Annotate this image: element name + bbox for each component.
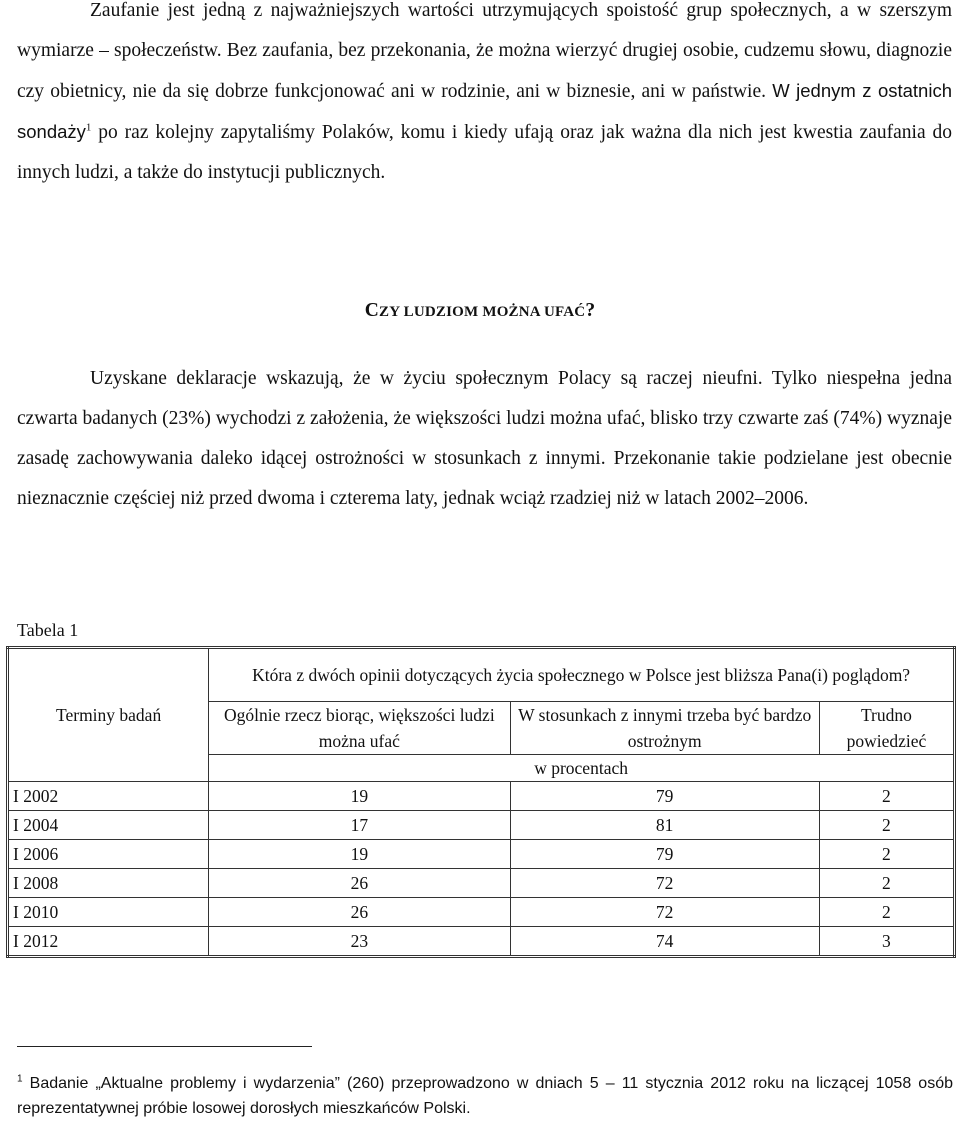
table-caption: Tabela 1 xyxy=(17,620,79,640)
table-row xyxy=(8,898,955,927)
cell-hard-to-say: 2 xyxy=(819,869,954,898)
cell-hard-to-say: 2 xyxy=(819,898,954,927)
cell-trust: 19 xyxy=(209,840,510,869)
column-header-trust: Ogólnie rzecz biorąc, większości ludzi można ufać xyxy=(209,702,510,755)
cell-hard-to-say: 2 xyxy=(819,840,954,869)
table-row xyxy=(8,869,955,898)
intro-paragraph xyxy=(17,0,952,193)
intro-text-1: Zaufanie jest jedną z najważniejszych wartości utrzymujących spoistość grup społecznych, a w szerszym wymiarze – społeczeństw. Bez zaufania, bez przekonania, że można wierzyć drugiej osobie, cudzemu słowu, diagnozie czy obietnicy, nie da się dobrze funkcjonować ani w rodzinie, ani w biznesie, ani w państwie. xyxy=(17,0,952,102)
row-term: I 2010 xyxy=(8,898,209,927)
footnote-reference[interactable]: 1 xyxy=(85,121,92,134)
row-term: I 2012 xyxy=(8,927,209,957)
cell-trust: 26 xyxy=(209,898,510,927)
heading-question-mark: ? xyxy=(585,300,596,321)
row-term: I 2002 xyxy=(8,782,209,811)
table-row xyxy=(8,782,955,811)
cell-trust: 19 xyxy=(209,782,510,811)
row-term: I 2004 xyxy=(8,811,209,840)
body-paragraph: Uzyskane deklaracje wskazują, że w życiu społecznym Polacy są raczej nieufni. Tylko niespełna jedna czwarta badanych (23%) wychodzi z założenia, że większości ludzi można ufać, blisko trzy czwarte zaś (74%) wyznaje zasadę zachowywania daleko idącej ostrożności w stosunkach z innymi. Przekonanie takie podzielane jest obecnie nieznacznie częściej niż przed dwoma i czterema laty, jednak wciąż rzadziej niż w latach 2002–2006. xyxy=(17,368,952,509)
table-header-row-1 xyxy=(8,648,955,702)
table-row xyxy=(8,840,955,869)
cell-hard-to-say: 3 xyxy=(819,927,954,957)
intro-text-2: W jednym z ostatnich sondaży xyxy=(17,80,952,142)
footnote xyxy=(17,1071,953,1121)
cell-trust: 26 xyxy=(209,869,510,898)
column-header-careful: W stosunkach z innymi trzeba być bardzo ostrożnym xyxy=(510,702,819,755)
cell-careful: 72 xyxy=(510,898,819,927)
question-header: Która z dwóch opinii dotyczących życia społecznego w Polsce jest bliższa Pana(i) poglądom? xyxy=(209,648,955,702)
cell-careful: 81 xyxy=(510,811,819,840)
heading-rest: ZY LUDZIOM MOŻNA UFAĆ xyxy=(379,304,586,320)
footnote-number: 1 xyxy=(17,1073,23,1085)
unit-header: w procentach xyxy=(209,755,955,782)
data-table xyxy=(6,646,956,958)
footnote-separator xyxy=(17,1046,312,1047)
row-term: I 2006 xyxy=(8,840,209,869)
cell-hard-to-say: 2 xyxy=(819,811,954,840)
cell-careful: 74 xyxy=(510,927,819,957)
cell-careful: 72 xyxy=(510,869,819,898)
table-row xyxy=(8,927,955,957)
cell-careful: 79 xyxy=(510,840,819,869)
cell-hard-to-say: 2 xyxy=(819,782,954,811)
heading-initial: C xyxy=(364,300,380,321)
column-header-hard-to-say: Trudno powiedzieć xyxy=(819,702,954,755)
table-row xyxy=(8,811,955,840)
section-heading xyxy=(0,300,960,322)
cell-trust: 17 xyxy=(209,811,510,840)
cell-careful: 79 xyxy=(510,782,819,811)
intro-text-3: po raz kolejny zapytaliśmy Polaków, komu i kiedy ufają oraz jak ważna dla nich jest kwestia zaufania do innych ludzi, a także do instytucji publicznych. xyxy=(17,122,952,183)
terms-header: Terminy badań xyxy=(8,648,209,782)
cell-trust: 23 xyxy=(209,927,510,957)
footnote-text: Badanie „Aktualne problemy i wydarzenia” (260) przeprowadzono w dniach 5 – 11 stycznia 2012 roku na liczącej 1058 osób reprezentatywnej próbie losowej dorosłych mieszkańców Polski. xyxy=(17,1075,953,1117)
row-term: I 2008 xyxy=(8,869,209,898)
